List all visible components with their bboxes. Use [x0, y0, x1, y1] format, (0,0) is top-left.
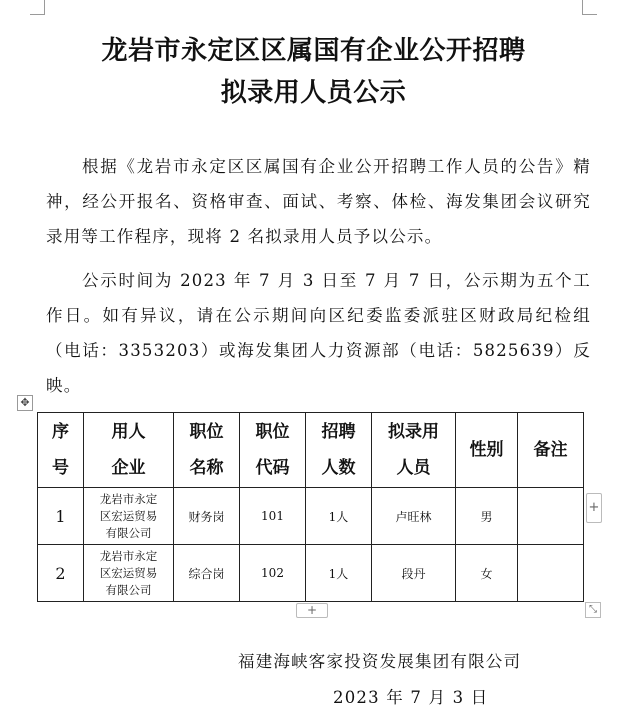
- paragraph-announcement: 根据《龙岩市永定区区属国有企业公开招聘工作人员的公告》精神，经公开报名、资格审查、面试、考察、体检、海发集团会议研究录用等工作程序，现将 2 名拟录用人员予以公示。: [46, 157, 591, 246]
- company-name-line: 有限公司: [105, 582, 152, 597]
- header-label: 企业: [111, 458, 146, 478]
- table-header-row: [38, 413, 584, 488]
- header-cell: [174, 413, 240, 488]
- header-cell: [456, 413, 518, 488]
- header-label: 性别: [469, 440, 504, 460]
- cell-company[interactable]: [84, 488, 174, 545]
- company-name-line: 龙岩市永定: [99, 491, 158, 506]
- header-cell: [518, 413, 584, 488]
- header-label: 人数: [321, 458, 356, 478]
- cell-gender[interactable]: 男: [456, 488, 518, 545]
- add-row-button[interactable]: +: [296, 603, 328, 618]
- cell-name[interactable]: 卢旺林: [372, 488, 456, 545]
- table-move-handle-icon[interactable]: ✥: [17, 395, 33, 411]
- table-row: [38, 488, 584, 545]
- header-label: 职位: [189, 422, 224, 442]
- company-name-line: 区宏运贸易: [99, 508, 158, 523]
- header-cell: [306, 413, 372, 488]
- header-label: 人员: [396, 458, 431, 478]
- header-label: 拟录用: [388, 422, 439, 442]
- document-title-line1: 龙岩市永定区区属国有企业公开招聘: [101, 36, 526, 66]
- add-column-button[interactable]: +: [586, 493, 602, 523]
- cell-remark[interactable]: [518, 545, 584, 602]
- cell-name[interactable]: 段丹: [372, 545, 456, 602]
- cell-code[interactable]: 101: [240, 488, 306, 545]
- table-resize-handle-icon[interactable]: ⤡: [585, 602, 601, 618]
- header-cell: [372, 413, 456, 488]
- cell-no[interactable]: 1: [38, 488, 84, 545]
- header-label: 招聘: [321, 422, 356, 442]
- company-name-line: 有限公司: [105, 525, 152, 540]
- signature-date: 2023 年 7 月 3 日: [333, 688, 489, 707]
- company-name-line: 龙岩市永定: [99, 548, 158, 563]
- cell-count[interactable]: 1人: [306, 545, 372, 602]
- cell-no[interactable]: 2: [38, 545, 84, 602]
- header-label: 号: [52, 458, 69, 478]
- header-cell: [240, 413, 306, 488]
- cell-remark[interactable]: [518, 488, 584, 545]
- header-label: 序: [52, 422, 69, 442]
- header-cell: [38, 413, 84, 488]
- cell-position[interactable]: 财务岗: [174, 488, 240, 545]
- cell-code[interactable]: 102: [240, 545, 306, 602]
- document-title-line2: 拟录用人员公示: [220, 78, 407, 108]
- header-cell: [84, 413, 174, 488]
- cell-position[interactable]: 综合岗: [174, 545, 240, 602]
- cell-company[interactable]: [84, 545, 174, 602]
- header-label: 备注: [533, 440, 568, 460]
- hire-table: [37, 412, 584, 602]
- header-label: 代码: [255, 458, 290, 478]
- paragraph-publicity-period: 公示时间为 2023 年 7 月 3 日至 7 月 7 日，公示期为五个工作日。如有异议，请在公示期间向区纪委监委派驻区财政局纪检组（电话：3353203）或海发集团人力资源部（电话：5825639）反映。: [46, 271, 591, 395]
- page-corner-mark-left: [30, 0, 45, 15]
- table-row: [38, 545, 584, 602]
- page-corner-mark-right: [582, 0, 597, 15]
- header-label: 用人: [111, 422, 146, 442]
- header-label: 名称: [189, 458, 224, 478]
- header-label: 职位: [255, 422, 290, 442]
- signature-organization: 福建海峡客家投资发展集团有限公司: [238, 652, 522, 671]
- company-name-line: 区宏运贸易: [99, 565, 158, 580]
- cell-count[interactable]: 1人: [306, 488, 372, 545]
- cell-gender[interactable]: 女: [456, 545, 518, 602]
